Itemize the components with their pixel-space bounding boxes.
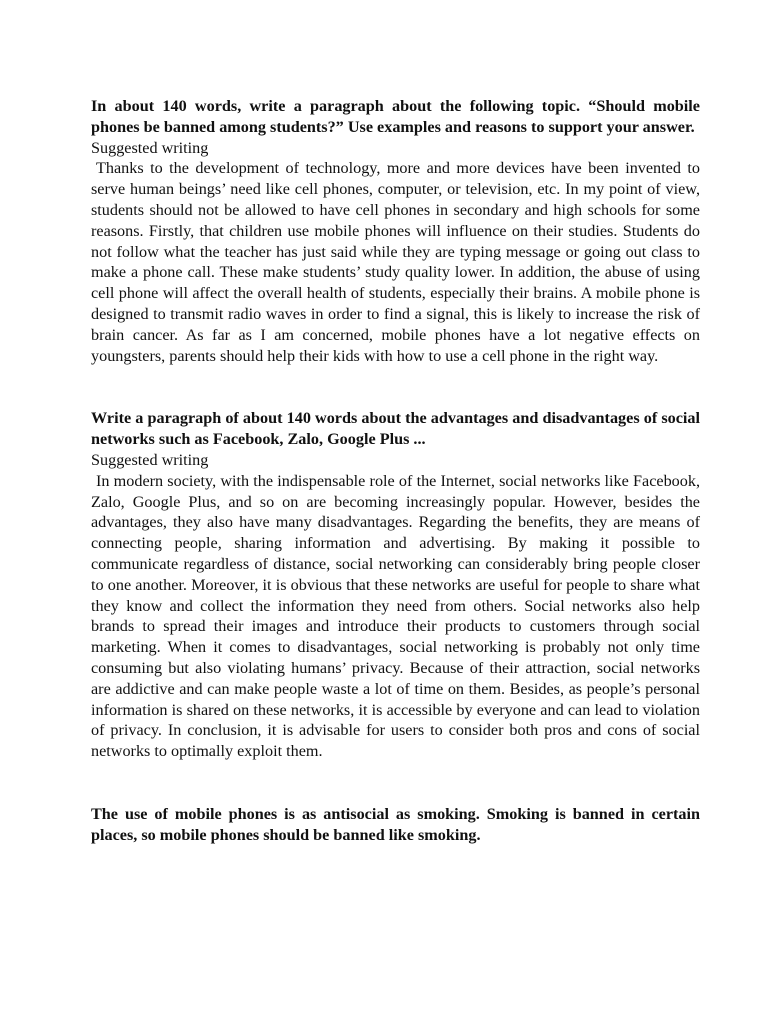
section-mobile-phones-smoking — [91, 804, 700, 846]
suggested-writing-label: Suggested writing — [91, 138, 209, 157]
suggested-writing-label: Suggested writing — [91, 450, 209, 469]
writing-prompt: The use of mobile phones is as antisocial as smoking. Smoking is banned in certain places, so mobile phones should be banned like smoking. — [91, 804, 700, 844]
section-spacer — [91, 762, 700, 804]
writing-prompt: In about 140 words, write a paragraph about the following topic. “Should mobile phones be banned among students?” Use examples and reasons to support your answer. — [91, 97, 700, 136]
section-mobile-phones-students — [91, 96, 700, 366]
document-page — [91, 96, 700, 846]
section-spacer — [91, 366, 700, 408]
section-social-networks — [91, 408, 700, 762]
suggested-essay: Thanks to the development of technology, more and more devices have been invented to serve human beings’ need like cell phones, computer, or television, etc. In my point of view, students should not be allowed to have cell phones in secondary and high schools for some reasons. Firstly, that children use mobile phones will influence on their studies. Students do not follow what the teacher has just said while they are typing message or going out class to make a phone call. These make students’ study quality lower. In addition, the abuse of using cell phone will affect the overall health of students, especially their brains. A mobile phone is designed to transmit radio waves in order to find a signal, this is likely to increase the risk of brain cancer. As far as I am concerned, mobile phones have a lot negative effects on youngsters, parents should help their kids with how to use a cell phone in the right way. — [91, 159, 700, 365]
writing-prompt: Write a paragraph of about 140 words about the advantages and disadvantages of social networks such as Facebook, Zalo, Google Plus ... — [91, 409, 700, 449]
suggested-essay: In modern society, with the indispensable role of the Internet, social networks like Facebook, Zalo, Google Plus, and so on are becoming increasingly popular. However, besides the advantages, they also have many disadvantages. Regarding the benefits, they are means of connecting people, sharing information and advertising. By making it possible to communicate regardless of distance, social networking can considerably bring people closer to one another. Moreover, it is obvious that these networks are useful for people to share what they know and collect the information they need from others. Social networks also help brands to spread their images and introduce their products to customers through social marketing. When it comes to disadvantages, social networking is probably not only time consuming but also violating humans’ privacy. Because of their attraction, social networks are addictive and can make people waste a lot of time on them. Besides, as people’s personal information is shared on these networks, it is accessible by everyone and can lead to violation of privacy. In conclusion, it is advisable for users to consider both pros and cons of social networks to optimally exploit them. — [91, 471, 700, 761]
